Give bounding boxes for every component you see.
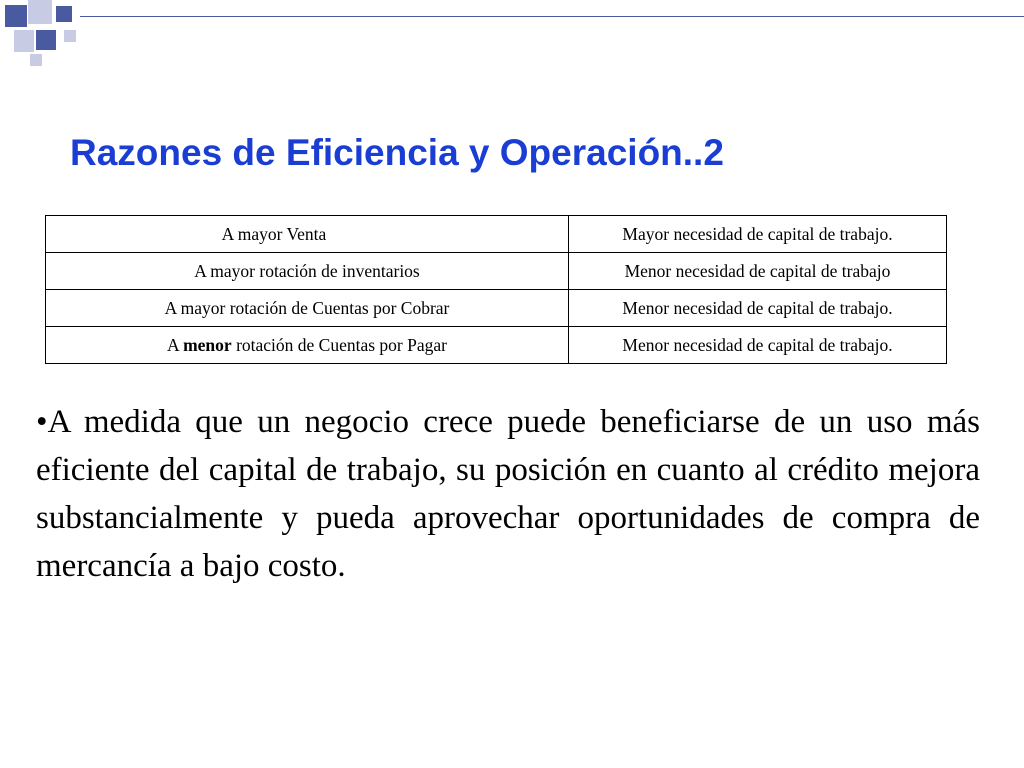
table-cell-effect: Mayor necesidad de capital de trabajo. [569, 216, 947, 253]
deco-square [14, 30, 34, 52]
table-cell-condition: A mayor rotación de inventarios [46, 253, 569, 290]
bullet-paragraph [36, 398, 980, 590]
bullet-marker: • [36, 404, 48, 440]
slide-title: Razones de Eficiencia y Operación..2 [70, 132, 724, 173]
table-row [46, 327, 947, 364]
deco-square [5, 5, 27, 27]
deco-square [56, 6, 72, 22]
table-row [46, 253, 947, 290]
table-cell-effect: Menor necesidad de capital de trabajo. [569, 327, 947, 364]
table-cell-condition: A mayor Venta [46, 216, 569, 253]
condition-prefix: A [167, 334, 184, 355]
deco-square [30, 54, 42, 66]
table-cell-condition [46, 327, 569, 364]
table-cell-effect: Menor necesidad de capital de trabajo [569, 253, 947, 290]
ratios-table [45, 215, 947, 364]
deco-square [28, 0, 52, 24]
table-cell-condition: A mayor rotación de Cuentas por Cobrar [46, 290, 569, 327]
deco-horizontal-bar [80, 16, 1024, 17]
bullet-text: A medida que un negocio crece puede beneficiarse de un uso más eficiente del capital de trabajo, su posición en cuanto al crédito mejora substancialmente y pueda aprovechar oportunidades de compra de mercancía a bajo costo. [36, 404, 980, 584]
table-row [46, 216, 947, 253]
condition-emphasis: menor [183, 334, 232, 355]
deco-square [36, 30, 56, 50]
table-cell-effect: Menor necesidad de capital de trabajo. [569, 290, 947, 327]
decorative-header-squares [0, 0, 1024, 70]
table-row [46, 290, 947, 327]
deco-square [64, 30, 76, 42]
condition-suffix: rotación de Cuentas por Pagar [231, 334, 447, 355]
